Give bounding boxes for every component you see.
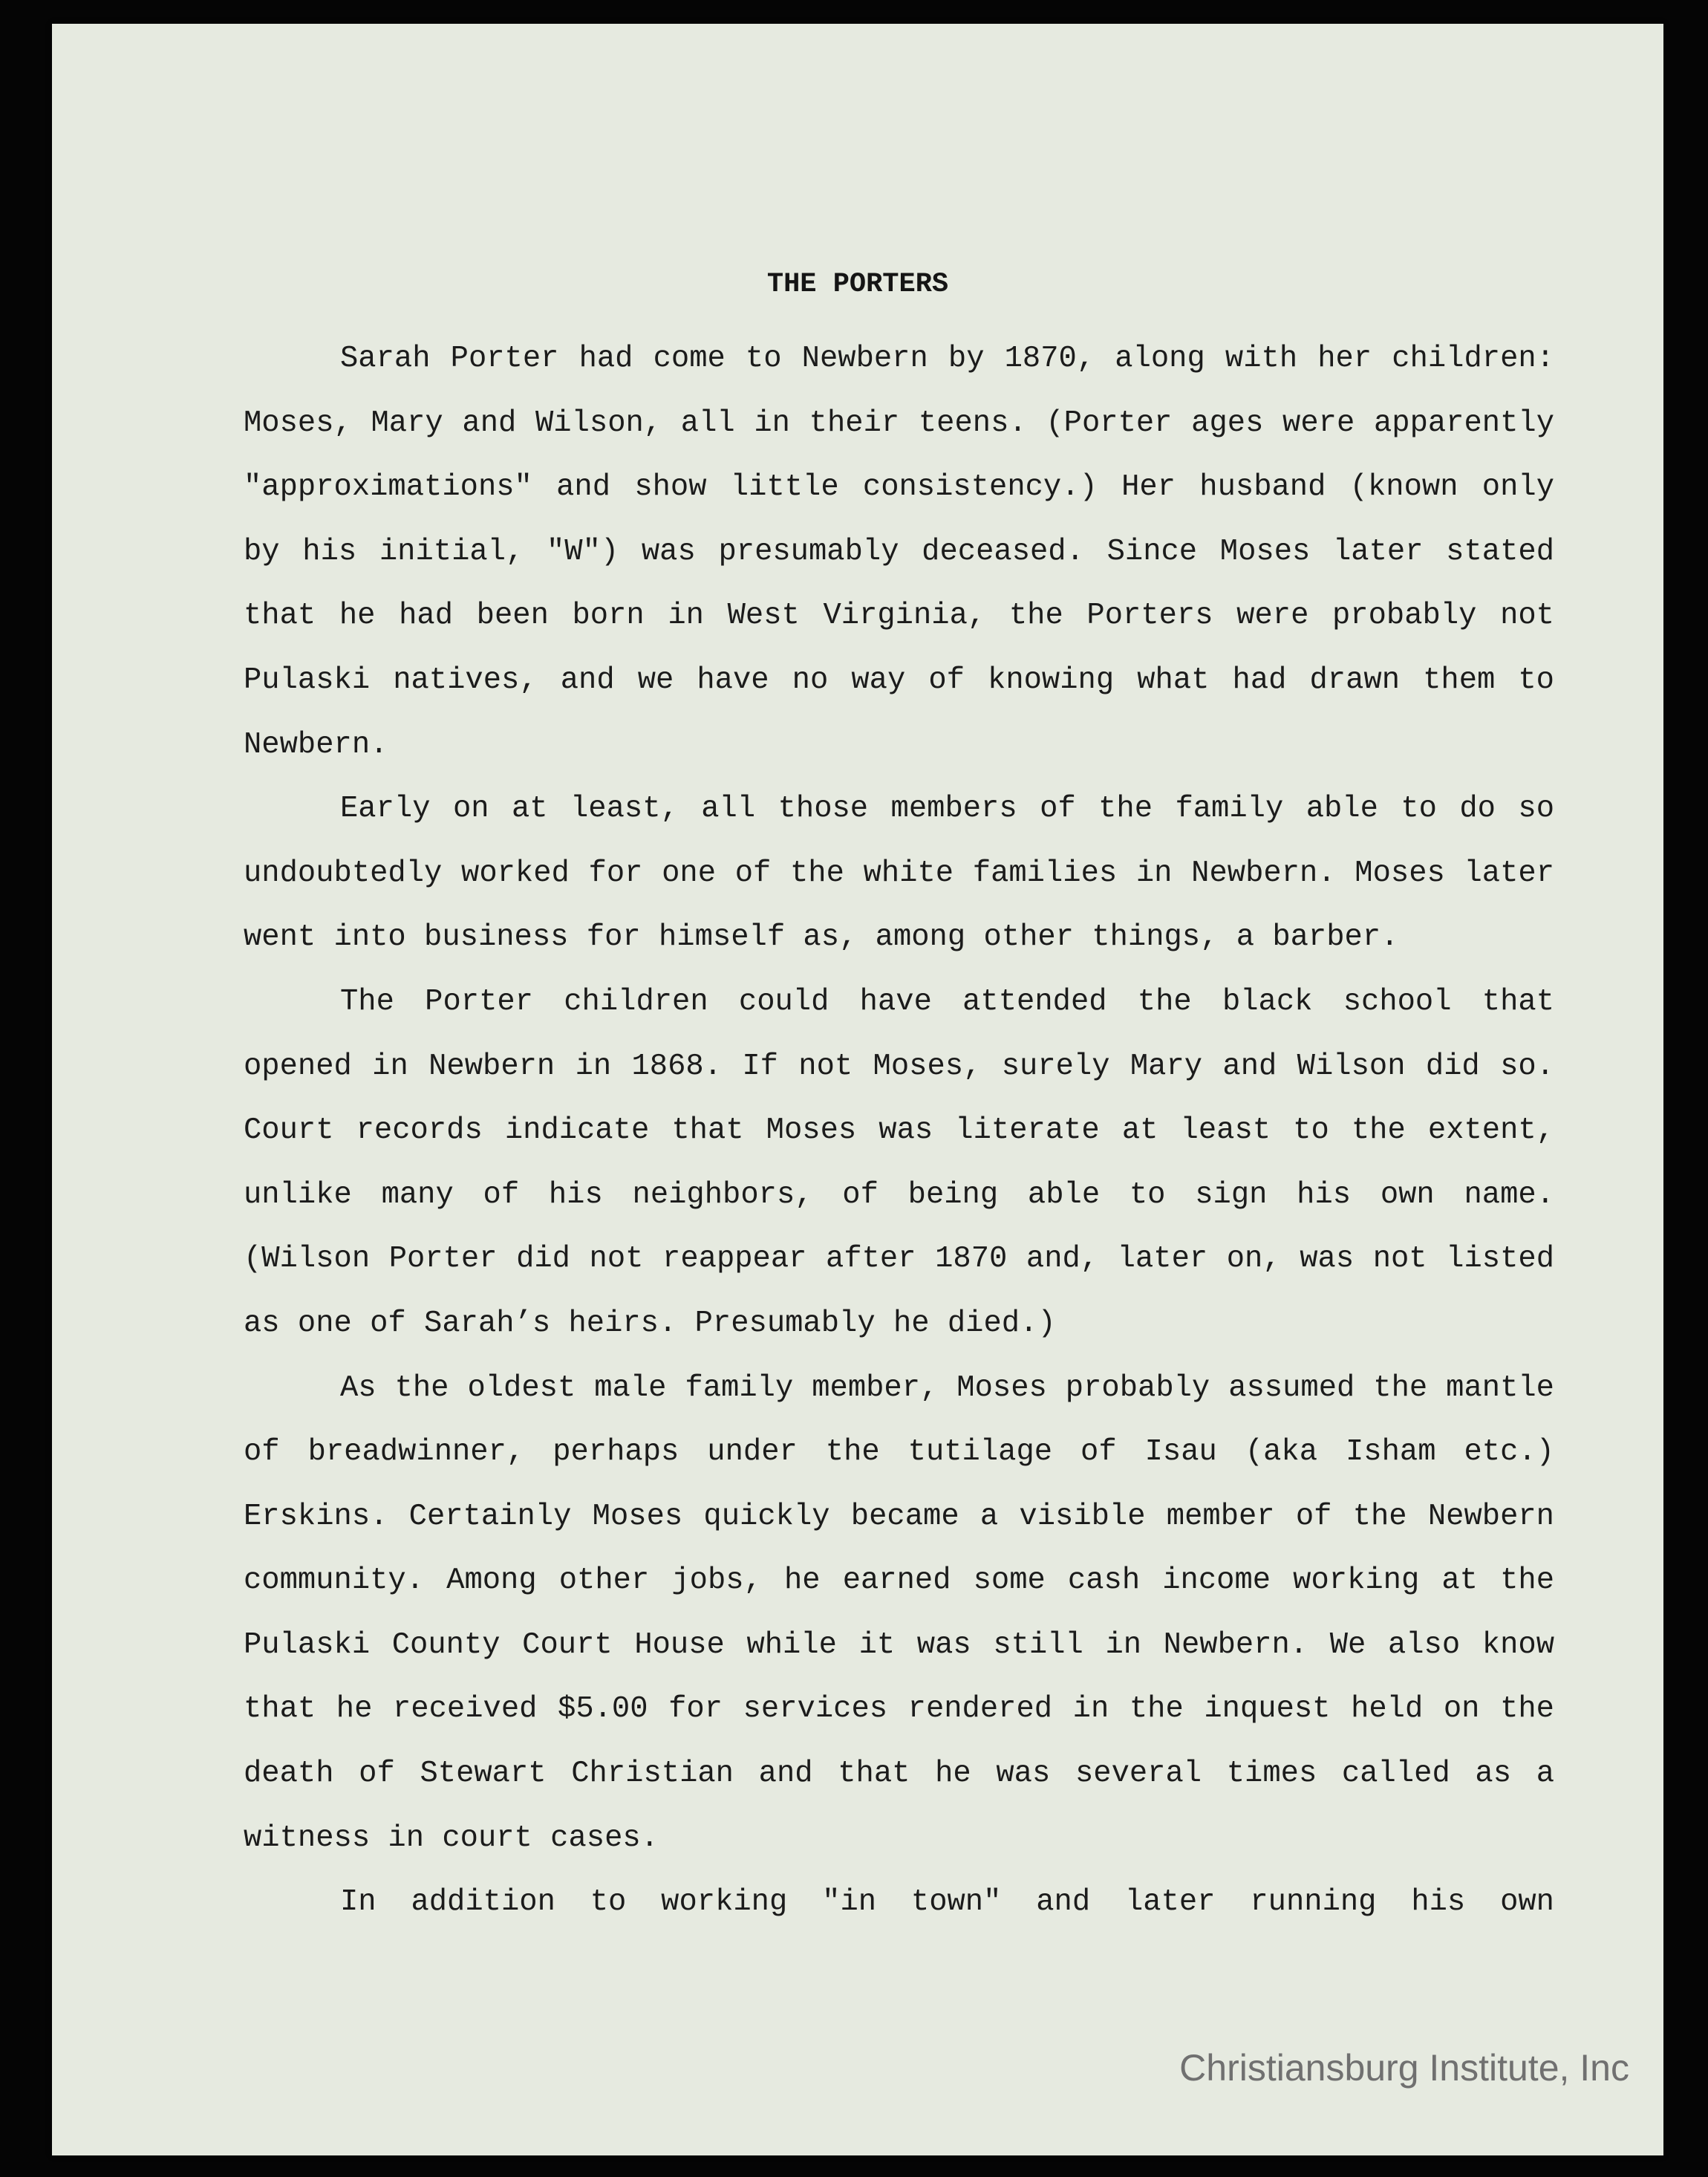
paragraph-5: In addition to working "in town" and later running his own — [340, 1885, 1554, 1920]
document-body — [244, 327, 1554, 1935]
paragraph-1: Sarah Porter had come to Newbern by 1870, along with her children: Moses, Mary and Wilson, all in their teens. (Porter ages were apparently "approximations" and show little consistency.) Her husband (known only by his initial, "W") was presumably deceased. Since Moses later stated that he had been born in West Virginia, the Porters were probably not Pulaski natives, and we have no way of knowing what had drawn them to Newbern. — [244, 342, 1554, 762]
page-title: THE PORTERS — [766, 269, 949, 300]
watermark: Christiansburg Institute, Inc — [1179, 2047, 1629, 2089]
paragraph-4: As the oldest male family member, Moses probably assumed the mantle of breadwinner, perhaps under the tutilage of Isau (aka Isham etc.) Erskins. Certainly Moses quickly became a visible member of the Newbern community. Among other jobs, he earned some cash income working at the Pulaski County Court House while it was still in Newbern. We also know that he received $5.00 for services rendered in the inquest held on the death of Stewart Christian and that he was several times called as a witness in court cases. — [244, 1370, 1554, 1855]
paragraph-2: Early on at least, all those members of the family able to do so undoubtedly worked for one of the white families in Newbern. Moses later went into business for himself as, among other things, a barber. — [244, 792, 1554, 955]
paragraph-3: The Porter children could have attended the black school that opened in Newbern in 1868. If not Moses, surely Mary and Wilson did so. Court records indicate that Moses was literate at least to the extent, unlike many of his neighbors, of being able to sign his own name. (Wilson Porter did not reappear after 1870 and, later on, was not listed as one of Sarah’s heirs. Presumably he died.) — [244, 984, 1554, 1341]
document-page — [52, 24, 1663, 2155]
